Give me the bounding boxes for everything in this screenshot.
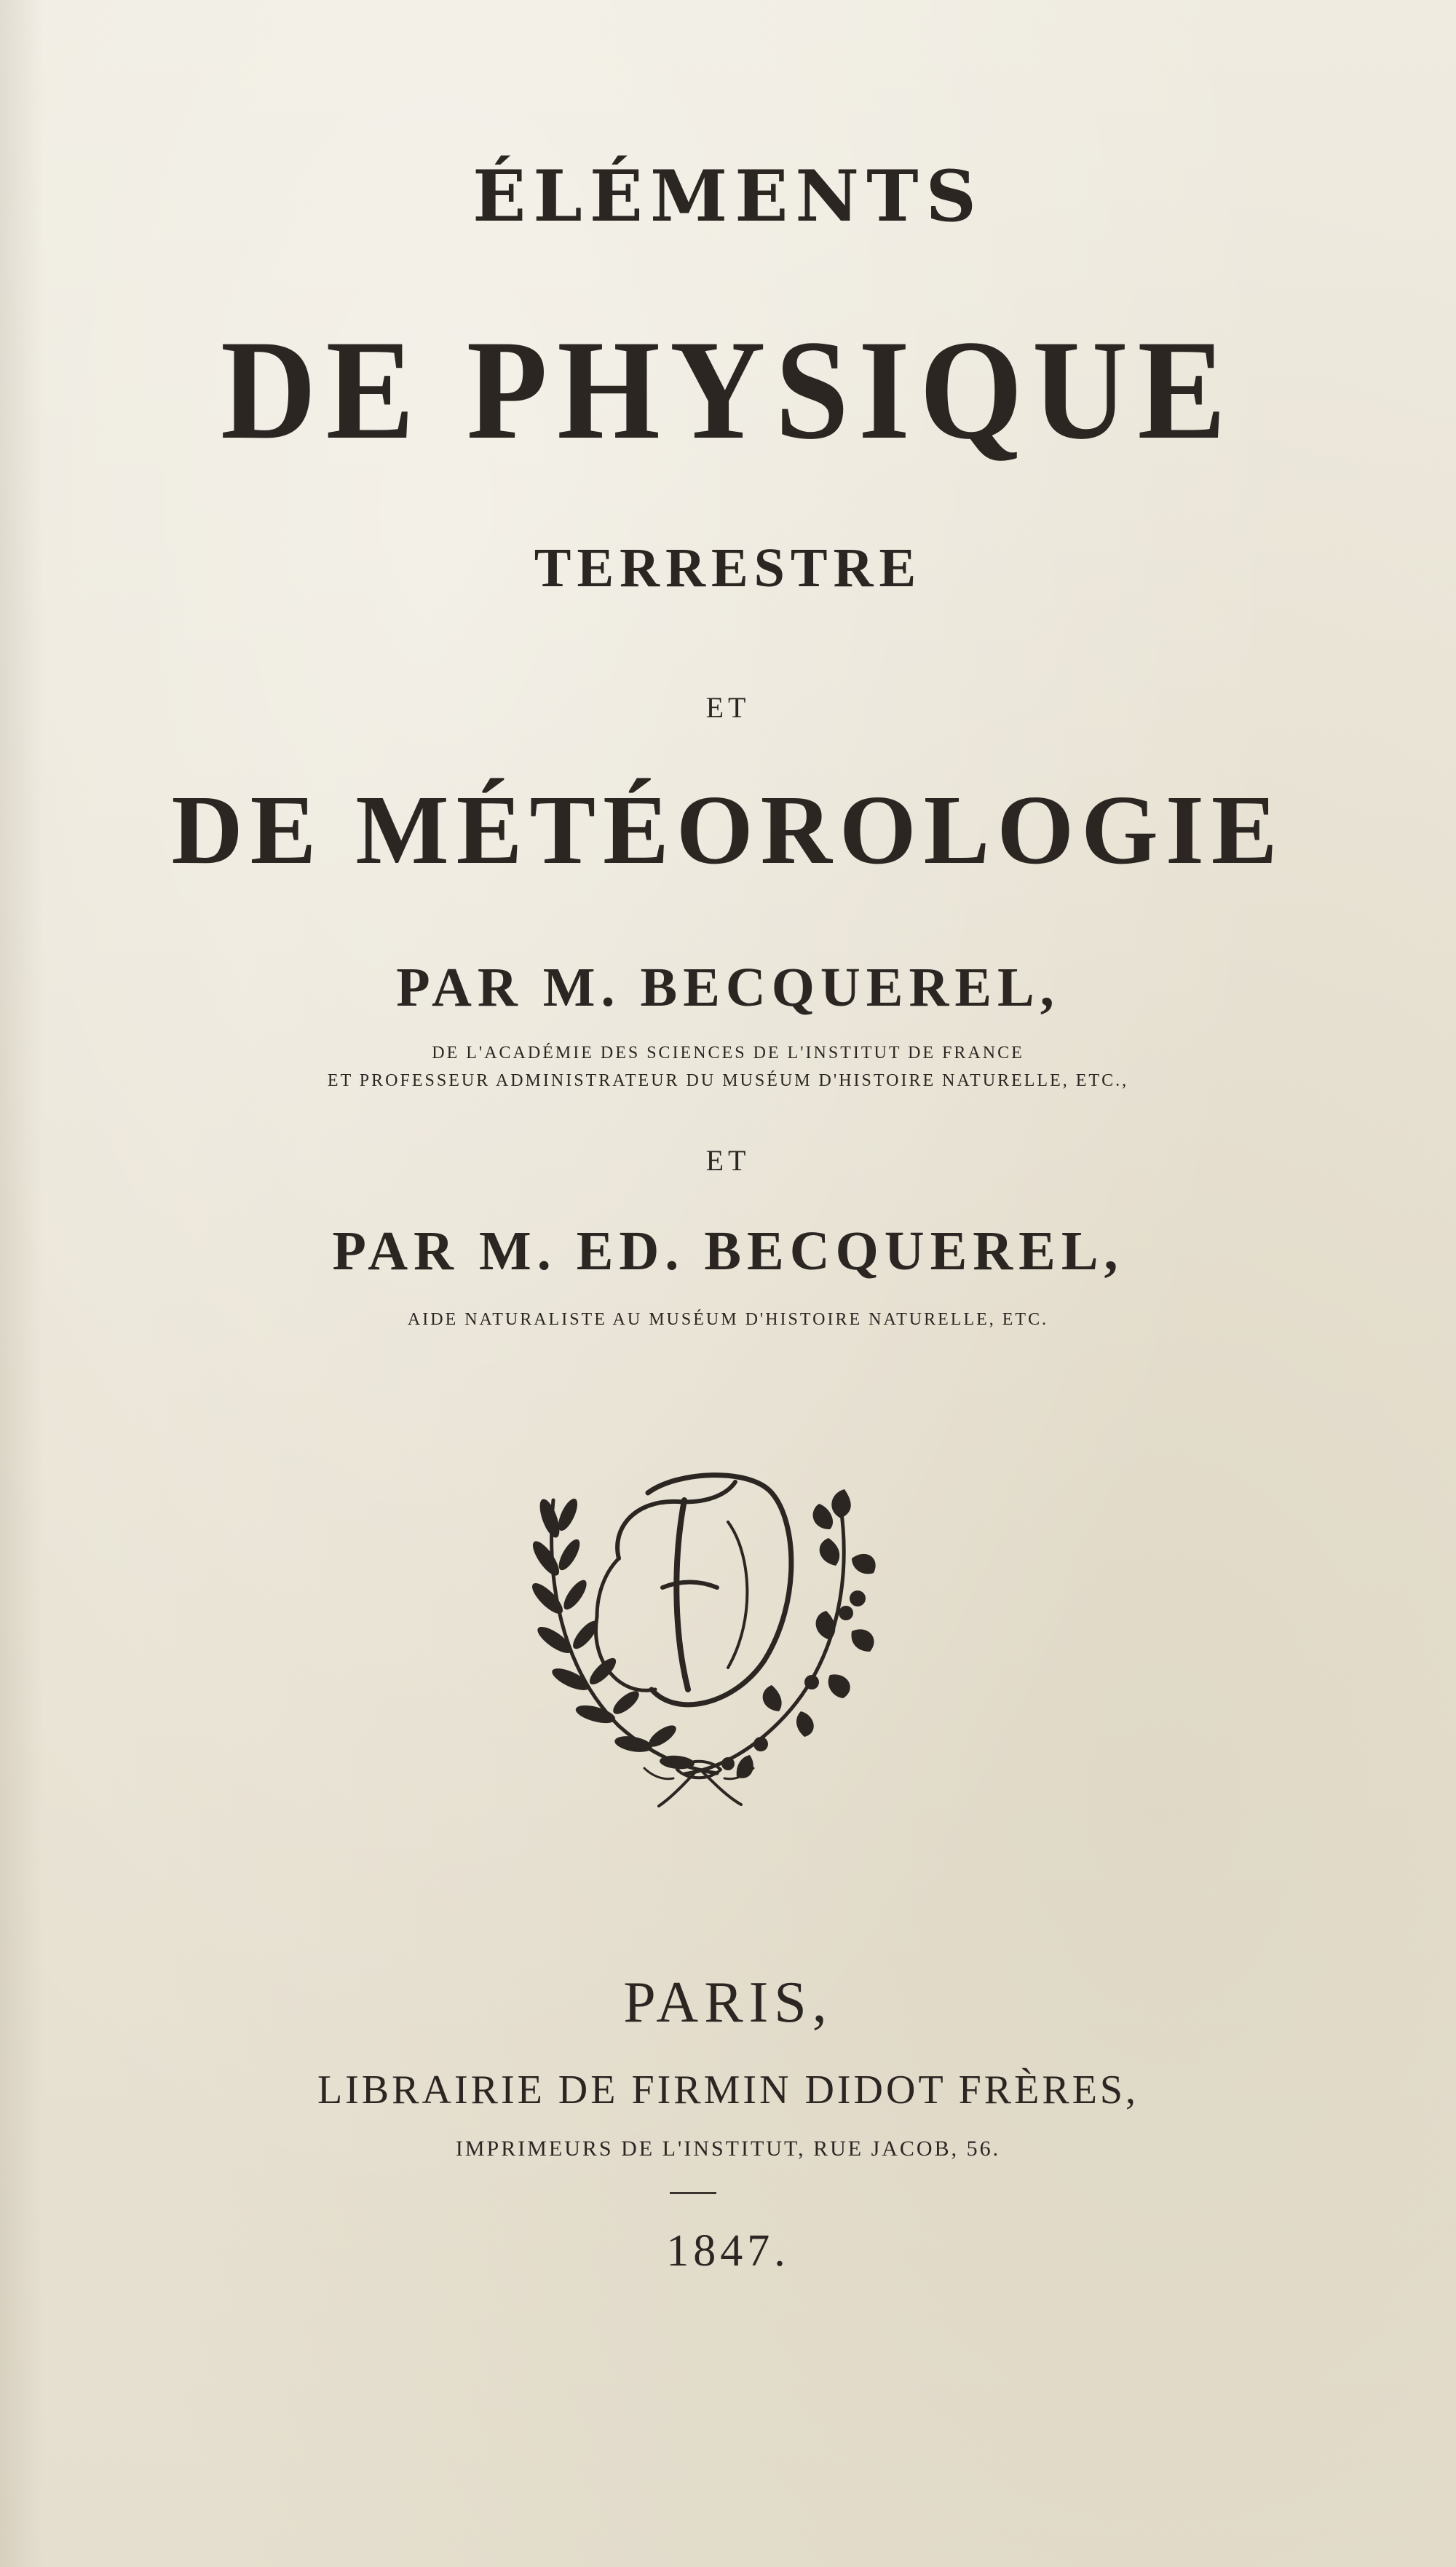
imprint-city: PARIS, (623, 1971, 833, 2035)
conjunction-et-2: ET (705, 1144, 751, 1177)
monogram-wreath-icon (510, 1449, 888, 1813)
imprint-printer: IMPRIMEURS DE L'INSTITUT, RUE JACOB, 56. (455, 2137, 1001, 2161)
title-line-meteorologie: DE MÉTÉOROLOGIE (171, 776, 1285, 885)
conjunction-et-1: ET (705, 691, 751, 724)
author-2-affiliation: AIDE NATURALISTE AU MUSÉUM D'HISTOIRE NATURELLE, ETC. (407, 1310, 1049, 1329)
imprint-publisher: LIBRAIRIE DE FIRMIN DIDOT FRÈRES, (317, 2067, 1139, 2113)
author-1-affiliation-line-1: DE L'ACADÉMIE DES SCIENCES DE L'INSTITUT DE FRANCE (432, 1044, 1024, 1062)
title-line-physique: DE PHYSIQUE (220, 311, 1236, 469)
title-line-elements: ÉLÉMENTS (472, 155, 984, 237)
divider-rule (670, 2192, 716, 2194)
author-2-name: PAR M. ED. BECQUEREL, (332, 1221, 1124, 1282)
author-1-affiliation-line-2: ET PROFESSEUR ADMINISTRATEUR DU MUSÉUM D'HISTOIRE NATURELLE, ETC., (327, 1071, 1129, 1090)
author-1-name: PAR M. BECQUEREL, (396, 957, 1060, 1018)
title-line-terrestre: TERRESTRE (534, 537, 922, 599)
page-edge-shadow (0, 0, 44, 2567)
imprint-year: 1847. (666, 2226, 790, 2276)
